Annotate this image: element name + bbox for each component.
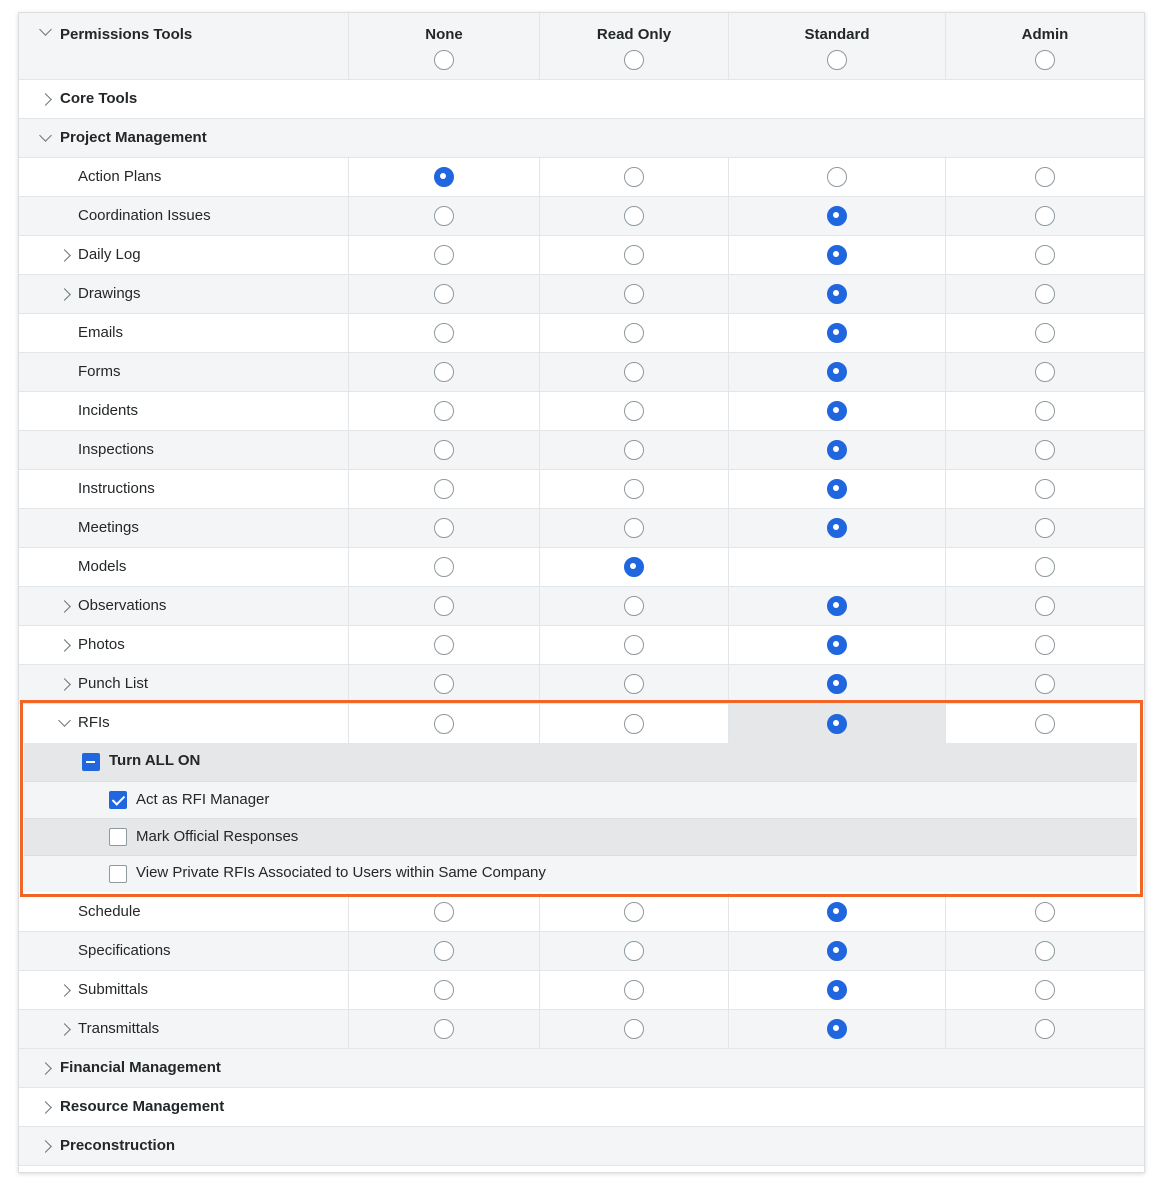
standard-radio[interactable] [827, 674, 847, 694]
admin-radio[interactable] [1035, 518, 1055, 538]
tool-row [19, 587, 1144, 626]
header-col-standard [728, 13, 945, 79]
tool-name-cell [19, 626, 348, 664]
tool-label: Instructions [78, 480, 155, 497]
option-cell-standard [728, 1010, 945, 1048]
option-cell-read-only [539, 431, 728, 469]
admin-radio[interactable] [1035, 635, 1055, 655]
tool-name-cell [19, 470, 348, 508]
tool-row [19, 470, 1144, 509]
option-cell-standard [728, 470, 945, 508]
table-header [19, 13, 1144, 80]
tool-label: Submittals [78, 981, 149, 998]
none-radio[interactable] [434, 1019, 454, 1039]
tool-label: Drawings [78, 285, 141, 302]
admin-radio[interactable] [1035, 167, 1055, 187]
admin-radio[interactable] [1035, 323, 1055, 343]
section-core-tools[interactable] [19, 80, 1144, 119]
header-title: Permissions Tools [60, 26, 193, 43]
option-cell-none [348, 665, 539, 703]
read-only-radio[interactable] [624, 401, 644, 421]
option-cell-admin [945, 665, 1144, 703]
option-cell-none [348, 587, 539, 625]
read-only-radio[interactable] [624, 167, 644, 187]
option-cell-read-only [539, 197, 728, 235]
standard-radio[interactable] [827, 440, 847, 460]
header-col-none [348, 13, 539, 79]
tool-row [19, 392, 1144, 431]
none-radio[interactable] [434, 323, 454, 343]
admin-radio[interactable] [1035, 1019, 1055, 1039]
chevron-right-icon[interactable] [58, 288, 71, 301]
option-cell-admin [945, 275, 1144, 313]
admin-radio[interactable] [1035, 401, 1055, 421]
tool-name-cell [19, 353, 348, 391]
section-name-cell [19, 1049, 1144, 1087]
read-only-radio[interactable] [624, 902, 644, 922]
tool-name-cell [19, 1010, 348, 1048]
read-only-radio[interactable] [624, 479, 644, 499]
section-project-management[interactable] [19, 119, 1144, 158]
tool-label: Incidents [78, 402, 139, 419]
standard-radio[interactable] [827, 323, 847, 343]
tool-row [19, 626, 1144, 665]
section-financial-management[interactable] [19, 1049, 1144, 1088]
standard-radio[interactable] [827, 284, 847, 304]
chevron-right-icon[interactable] [58, 678, 71, 691]
read-only-radio[interactable] [624, 674, 644, 694]
option-cell-standard [728, 158, 945, 196]
section-label: Project Management [60, 129, 207, 146]
none-radio[interactable] [434, 941, 454, 961]
option-cell-standard [728, 314, 945, 352]
none-radio[interactable] [434, 167, 454, 187]
standard-radio[interactable] [827, 518, 847, 538]
option-cell-standard [728, 275, 945, 313]
option-cell-admin [945, 392, 1144, 430]
read-only-radio[interactable] [624, 941, 644, 961]
option-cell-read-only [539, 626, 728, 664]
option-cell-none [348, 197, 539, 235]
rfis-standard-cell [728, 704, 945, 743]
rfis-option-row[interactable] [24, 819, 1137, 856]
tool-name-cell [19, 971, 348, 1009]
tool-row [19, 548, 1144, 587]
admin-radio[interactable] [1035, 980, 1055, 1000]
col-title-none: None [425, 26, 463, 43]
option-cell-none [348, 470, 539, 508]
option-cell-none [348, 509, 539, 547]
read-only-radio[interactable] [624, 362, 644, 382]
option-cell-read-only [539, 158, 728, 196]
read-only-radio[interactable] [624, 557, 644, 577]
col-none-radio[interactable] [434, 50, 454, 70]
tool-label: Photos [78, 636, 125, 653]
col-standard-radio[interactable] [827, 50, 847, 70]
admin-radio[interactable] [1035, 596, 1055, 616]
tool-row [19, 431, 1144, 470]
tool-label: Meetings [78, 519, 139, 536]
col-admin-radio[interactable] [1035, 50, 1055, 70]
option-cell-none [348, 932, 539, 970]
option-cell-admin [945, 932, 1144, 970]
read-only-radio[interactable] [624, 980, 644, 1000]
tool-label: Schedule [78, 903, 141, 920]
rfis-read-only-cell [539, 704, 728, 743]
chevron-right-icon[interactable] [39, 1062, 52, 1075]
tool-label: Action Plans [78, 168, 162, 185]
chevron-right-icon[interactable] [39, 93, 52, 106]
header-col-read-only [539, 13, 728, 79]
tool-row-rfis [19, 704, 1144, 743]
tool-name-cell [19, 158, 348, 196]
standard-radio[interactable] [827, 635, 847, 655]
option-cell-standard [728, 587, 945, 625]
section-label: Financial Management [60, 1059, 221, 1076]
read-only-radio[interactable] [624, 440, 644, 460]
section-label: Preconstruction [60, 1137, 176, 1154]
option-cell-standard [728, 392, 945, 430]
tool-row [19, 893, 1144, 932]
option-cell-standard [728, 509, 945, 547]
rfis-read-only-radio[interactable] [624, 714, 644, 734]
tool-label: Emails [78, 324, 124, 341]
none-radio[interactable] [434, 479, 454, 499]
tool-label: Forms [78, 363, 121, 380]
chevron-right-icon[interactable] [39, 1101, 52, 1114]
option-cell-read-only [539, 971, 728, 1009]
tool-name-cell [19, 392, 348, 430]
option-cell-none [348, 431, 539, 469]
chevron-down-icon[interactable] [39, 129, 52, 142]
option-cell-none [348, 275, 539, 313]
section-resource-management[interactable] [19, 1088, 1144, 1127]
option-cell-read-only [539, 314, 728, 352]
tool-row [19, 971, 1144, 1010]
option-cell-admin [945, 236, 1144, 274]
rfis-admin-cell [945, 704, 1144, 743]
option-cell-admin [945, 587, 1144, 625]
option-cell-admin [945, 197, 1144, 235]
option-cell-standard [728, 431, 945, 469]
option-cell-none [348, 353, 539, 391]
option-cell-admin [945, 470, 1144, 508]
standard-radio[interactable] [827, 1019, 847, 1039]
tool-row [19, 509, 1144, 548]
act-as-rfi-manager-checkbox[interactable] [109, 791, 127, 809]
standard-radio[interactable] [827, 362, 847, 382]
option-cell-admin [945, 548, 1144, 586]
tool-row [19, 353, 1144, 392]
rfis-option-row[interactable] [24, 782, 1137, 819]
section-label: Core Tools [60, 90, 138, 107]
tool-name-cell [19, 665, 348, 703]
option-cell-none [348, 548, 539, 586]
option-cell-standard [728, 893, 945, 931]
option-cell-read-only [539, 548, 728, 586]
tool-row [19, 236, 1144, 275]
option-cell-read-only [539, 470, 728, 508]
chevron-right-icon[interactable] [58, 600, 71, 613]
tool-row [19, 1010, 1144, 1049]
mark-official-responses-checkbox[interactable] [109, 828, 127, 846]
section-name-cell [19, 80, 1144, 118]
section-preconstruction[interactable] [19, 1127, 1144, 1166]
option-cell-standard [728, 665, 945, 703]
standard-radio[interactable] [827, 902, 847, 922]
standard-radio[interactable] [827, 980, 847, 1000]
section-name-cell [19, 119, 1144, 157]
option-cell-none [348, 1010, 539, 1048]
standard-radio[interactable] [827, 401, 847, 421]
admin-radio[interactable] [1035, 941, 1055, 961]
none-radio[interactable] [434, 362, 454, 382]
standard-radio[interactable] [827, 206, 847, 226]
option-cell-read-only [539, 587, 728, 625]
tool-name-cell [19, 197, 348, 235]
col-title-read-only: Read Only [596, 26, 672, 43]
option-cell-none [348, 158, 539, 196]
tool-row [19, 158, 1144, 197]
permissions-table [18, 12, 1145, 1173]
read-only-radio[interactable] [624, 245, 644, 265]
tool-row [19, 197, 1144, 236]
option-cell-read-only [539, 392, 728, 430]
option-cell-standard [728, 971, 945, 1009]
option-cell-none [348, 626, 539, 664]
chevron-right-icon[interactable] [58, 984, 71, 997]
option-cell-admin [945, 893, 1144, 931]
none-radio[interactable] [434, 440, 454, 460]
col-read-only-radio[interactable] [624, 50, 644, 70]
option-cell-none [348, 236, 539, 274]
none-radio[interactable] [434, 401, 454, 421]
option-cell-admin [945, 353, 1144, 391]
tool-label: Punch List [78, 675, 149, 692]
chevron-right-icon[interactable] [39, 1140, 52, 1153]
none-radio[interactable] [434, 284, 454, 304]
option-cell-standard [728, 626, 945, 664]
none-radio[interactable] [434, 596, 454, 616]
option-cell-admin [945, 971, 1144, 1009]
standard-radio[interactable] [827, 167, 847, 187]
admin-radio[interactable] [1035, 902, 1055, 922]
option-cell-standard [728, 353, 945, 391]
read-only-radio[interactable] [624, 206, 644, 226]
tool-label: Transmittals [78, 1020, 160, 1037]
tool-label: Models [78, 558, 127, 575]
none-radio[interactable] [434, 674, 454, 694]
tool-label: Observations [78, 597, 167, 614]
option-cell-standard [728, 548, 945, 586]
tool-name-cell [19, 932, 348, 970]
standard-radio[interactable] [827, 245, 847, 265]
option-cell-read-only [539, 893, 728, 931]
rfis-standard-radio[interactable] [827, 714, 847, 734]
option-cell-none [348, 392, 539, 430]
rfis-none-radio[interactable] [434, 714, 454, 734]
option-cell-read-only [539, 932, 728, 970]
option-cell-read-only [539, 275, 728, 313]
admin-radio[interactable] [1035, 479, 1055, 499]
admin-radio[interactable] [1035, 362, 1055, 382]
read-only-radio[interactable] [624, 596, 644, 616]
none-radio[interactable] [434, 902, 454, 922]
none-radio[interactable] [434, 206, 454, 226]
option-cell-standard [728, 932, 945, 970]
option-label: View Private RFIs Associated to Users within Same Company [136, 864, 546, 881]
tool-name-cell [19, 587, 348, 625]
option-cell-none [348, 971, 539, 1009]
tool-name-cell [19, 275, 348, 313]
chevron-down-icon[interactable] [58, 714, 71, 727]
option-cell-read-only [539, 353, 728, 391]
option-cell-admin [945, 431, 1144, 469]
none-radio[interactable] [434, 557, 454, 577]
option-cell-admin [945, 314, 1144, 352]
header-name-cell [19, 13, 348, 79]
tool-label: RFIs [78, 714, 110, 731]
option-cell-standard [728, 236, 945, 274]
read-only-radio[interactable] [624, 284, 644, 304]
col-title-standard: Standard [804, 26, 870, 43]
chevron-right-icon[interactable] [58, 249, 71, 262]
tool-name-cell [19, 893, 348, 931]
admin-radio[interactable] [1035, 674, 1055, 694]
option-cell-admin [945, 509, 1144, 547]
rfis-admin-radio[interactable] [1035, 714, 1055, 734]
admin-radio[interactable] [1035, 245, 1055, 265]
turn-all-on-label: Turn ALL ON [109, 752, 201, 769]
turn-all-on-checkbox[interactable] [82, 753, 100, 771]
none-radio[interactable] [434, 518, 454, 538]
standard-radio[interactable] [827, 479, 847, 499]
option-label: Mark Official Responses [136, 828, 299, 845]
none-radio[interactable] [434, 635, 454, 655]
tool-label: Inspections [78, 441, 154, 458]
tool-name-cell [19, 314, 348, 352]
rfis-option-row[interactable] [24, 856, 1137, 892]
standard-radio[interactable] [827, 941, 847, 961]
chevron-right-icon[interactable] [58, 1023, 71, 1036]
standard-radio[interactable] [827, 596, 847, 616]
option-cell-standard [728, 197, 945, 235]
read-only-radio[interactable] [624, 518, 644, 538]
none-radio[interactable] [434, 980, 454, 1000]
tool-row [19, 275, 1144, 314]
tool-name-cell [19, 431, 348, 469]
chevron-right-icon[interactable] [58, 639, 71, 652]
read-only-radio[interactable] [624, 1019, 644, 1039]
section-name-cell [19, 1088, 1144, 1126]
admin-radio[interactable] [1035, 440, 1055, 460]
none-radio[interactable] [434, 245, 454, 265]
chevron-down-icon[interactable] [39, 23, 52, 36]
tool-row [19, 314, 1144, 353]
section-name-cell [19, 1127, 1144, 1165]
read-only-radio[interactable] [624, 635, 644, 655]
option-cell-none [348, 314, 539, 352]
tool-name-cell [19, 548, 348, 586]
admin-radio[interactable] [1035, 557, 1055, 577]
tool-label: Coordination Issues [78, 207, 211, 224]
tool-label: Specifications [78, 942, 171, 959]
tool-name-cell [19, 509, 348, 547]
option-cell-admin [945, 1010, 1144, 1048]
header-col-admin [945, 13, 1144, 79]
read-only-radio[interactable] [624, 323, 644, 343]
section-label: Resource Management [60, 1098, 225, 1115]
tool-name-cell [19, 704, 348, 743]
tool-row [19, 932, 1144, 971]
rfis-turn-all-on-row[interactable] [24, 743, 1137, 782]
option-cell-admin [945, 158, 1144, 196]
col-title-admin: Admin [1021, 26, 1069, 43]
tool-label: Daily Log [78, 246, 141, 263]
option-cell-none [348, 893, 539, 931]
tool-row [19, 665, 1144, 704]
option-cell-read-only [539, 665, 728, 703]
admin-radio[interactable] [1035, 206, 1055, 226]
view-private-rfis-checkbox[interactable] [109, 865, 127, 883]
option-cell-admin [945, 626, 1144, 664]
tool-name-cell [19, 236, 348, 274]
admin-radio[interactable] [1035, 284, 1055, 304]
option-cell-read-only [539, 236, 728, 274]
option-label: Act as RFI Manager [136, 791, 270, 808]
option-cell-read-only [539, 509, 728, 547]
rfis-none-cell [348, 704, 539, 743]
option-cell-read-only [539, 1010, 728, 1048]
